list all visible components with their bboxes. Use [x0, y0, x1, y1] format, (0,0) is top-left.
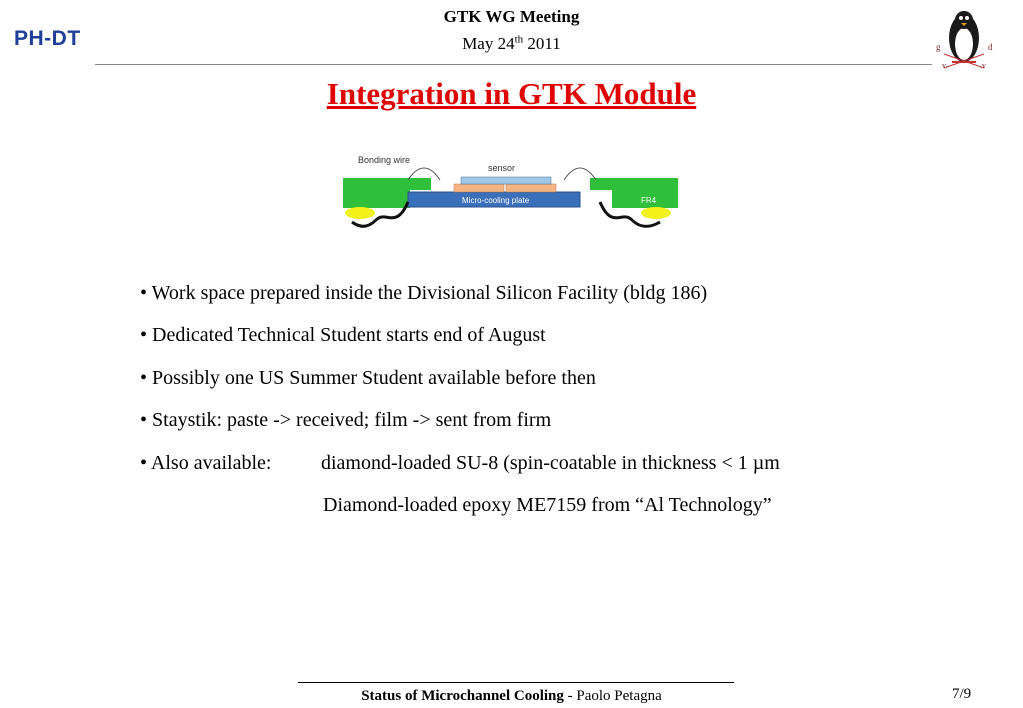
meeting-date — [0, 34, 1023, 54]
logo-letter-d: d — [988, 42, 993, 52]
bullet-continuation: Diamond-loaded epoxy ME7159 from “Al Technology” — [323, 494, 772, 516]
label-micro-cooling-plate: Micro-cooling plate — [462, 196, 530, 205]
label-bonding-wire: Bonding wire — [358, 155, 411, 165]
meeting-title: GTK WG Meeting — [443, 7, 580, 26]
bullet-item — [140, 324, 546, 347]
bullet-text: Staystik: paste -> received; film -> sent from firm — [152, 409, 552, 431]
bullet-label — [140, 452, 321, 475]
bullet-item — [140, 282, 707, 305]
date-prefix: May 24 — [462, 34, 515, 53]
bullet-glyph: • — [140, 409, 148, 431]
logo-letter-v2: v — [982, 61, 986, 70]
footer-author: Paolo Petagna — [576, 688, 662, 704]
bullet-glyph: • — [140, 324, 148, 346]
glue-right — [641, 207, 671, 219]
bullet-item — [140, 452, 780, 475]
header-divider — [95, 64, 932, 65]
slide-title: Integration in GTK Module — [326, 76, 697, 111]
sensor-chip — [461, 177, 551, 184]
bullet-item — [140, 367, 596, 390]
date-sup: th — [514, 33, 524, 46]
logo-letter-v1: v — [942, 61, 946, 70]
footer-divider — [298, 682, 734, 683]
bullet-text: Dedicated Technical Student starts end of August — [152, 324, 546, 346]
label-fr4: FR4 — [641, 196, 657, 205]
bump-right — [506, 184, 556, 192]
footer-separator: - — [563, 688, 577, 704]
bullet-text: diamond-loaded SU-8 (spin-coatable in thickness < 1 µm — [321, 452, 780, 474]
glue-left — [345, 207, 375, 219]
date-suffix: 2011 — [523, 34, 561, 53]
bullet-glyph: • — [140, 452, 148, 474]
page-number: 7/9 — [952, 686, 972, 702]
bump-left — [454, 184, 504, 192]
bullet-text: Possibly one US Summer Student available before then — [152, 367, 596, 389]
org-label: PH-DT — [14, 27, 81, 50]
penguin-logo-icon — [930, 6, 1000, 74]
footer-title: Status of Microchannel Cooling — [361, 688, 564, 704]
label-sensor: sensor — [488, 163, 516, 173]
logo-letter-g: g — [936, 42, 941, 52]
bullet-text: Work space prepared inside the Divisional Silicon Facility (bldg 186) — [151, 282, 708, 304]
also-available-label: Also available: — [150, 452, 272, 474]
bullet-item — [140, 409, 551, 432]
module-diagram — [338, 150, 682, 238]
footer — [0, 688, 1023, 705]
bullet-glyph: • — [140, 367, 148, 389]
bullet-glyph: • — [140, 282, 148, 304]
